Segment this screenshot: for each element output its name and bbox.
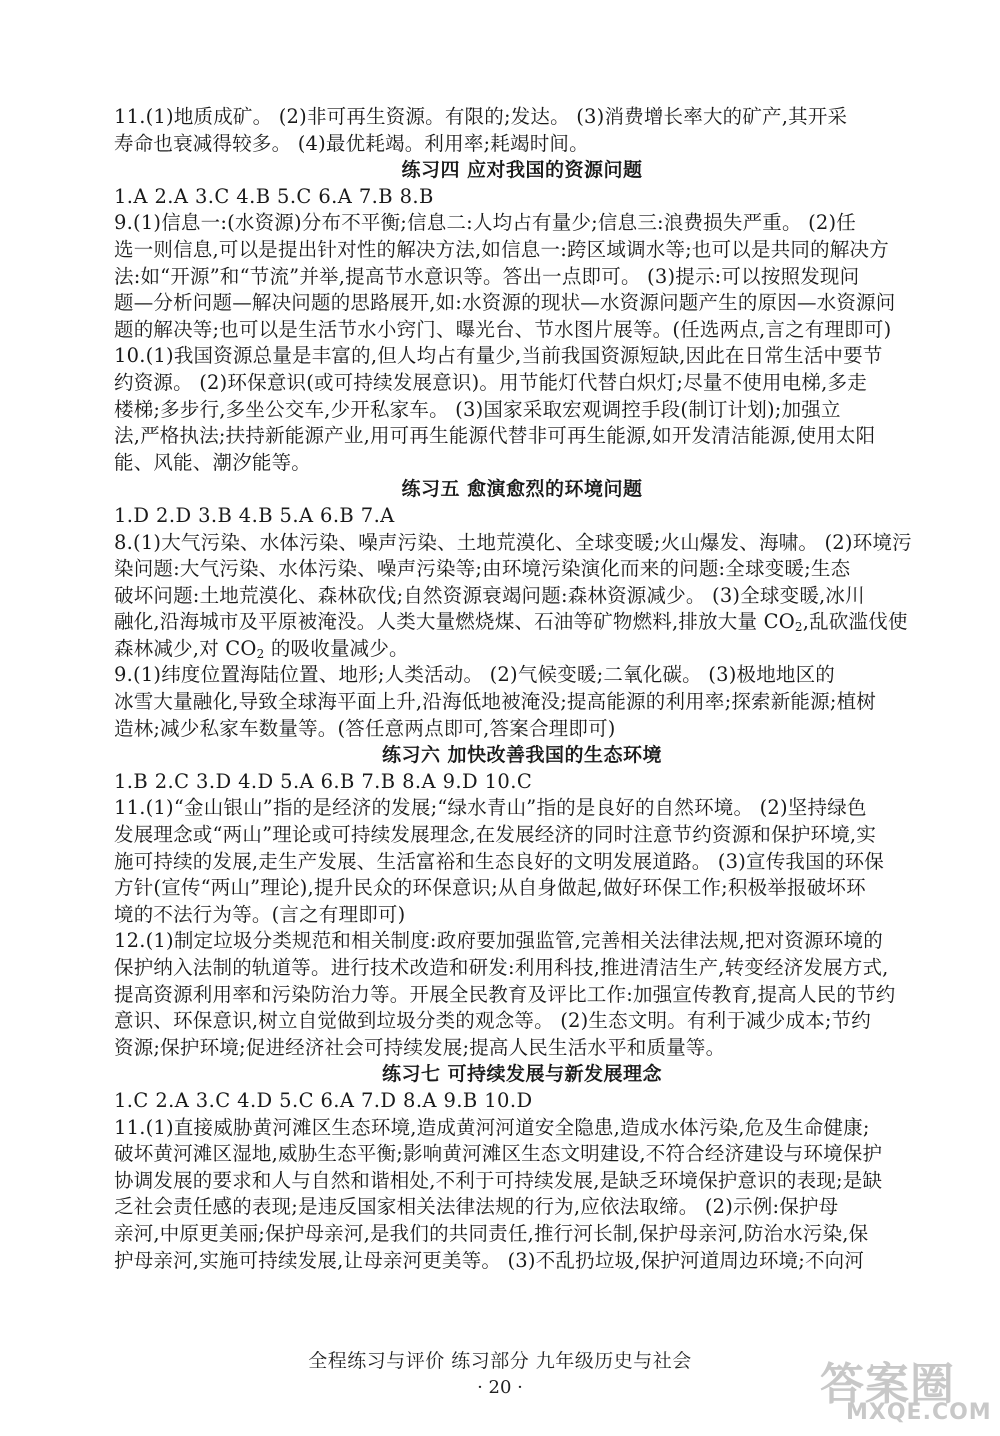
choice-answers: 1.D 2.D 3.B 4.B 5.A 6.B 7.A <box>114 503 395 527</box>
answer-line: 约资源。 (2)环保意识(或可持续发展意识)。用节能灯代替白炽灯;尽量不使用电梯,多走 <box>114 370 867 394</box>
answer-line <box>114 609 930 636</box>
answer-line: 11.(1)直接威胁黄河滩区生态环境,造成黄河河道安全隐患,造成水体污染,危及生命健康; <box>114 1115 870 1139</box>
answer-line: 提高资源利用率和污染防治力等。开展全民教育及评比工作:加强宣传教育,提高人民的节约 <box>114 982 896 1006</box>
watermark-url: MXQE.COM <box>846 1400 992 1425</box>
answer-line: 乏社会责任感的表现;是违反国家相关法律法规的行为,应依法取缔。 (2)示例:保护母 <box>114 1195 839 1219</box>
answer-line: 破坏问题:土地荒漠化、森林砍伐;自然资源衰竭问题:森林资源减少。 (3)全球变暖,冰川 <box>114 583 865 607</box>
section-title: 练习七 可持续发展与新发展理念 <box>381 1063 663 1086</box>
answer-line: 方针(宣传“两山”理论),提升民众的环保意识;从自身做起,做好环保工作;积极举报破坏环 <box>114 876 866 900</box>
answer-line: 施可持续的发展,走生产发展、生活富裕和生态良好的文明发展道路。 (3)宣传我国的环保 <box>114 849 884 873</box>
choice-answers: 1.B 2.C 3.D 4.D 5.A 6.B 7.B 8.A 9.D 10.C <box>114 769 533 793</box>
subscript: 2 <box>256 646 265 661</box>
answer-line: 9.(1)信息一:(水资源)分布不平衡;信息二:人均占有量少;信息三:浪费损失严重。 (2)任 <box>114 211 857 235</box>
answer-line: 寿命也衰减得较多。 (4)最优耗竭。利用率;耗竭时间。 <box>114 131 589 155</box>
answer-text: 森林减少,对 CO <box>114 636 257 660</box>
answer-line: 冰雪大量融化,导致全球海平面上升,沿海低地被淹没;提高能源的利用率;探索新能源;植树 <box>114 690 877 714</box>
section-title: 练习五 愈演愈烈的环境问题 <box>401 478 643 501</box>
answer-line: 题—分析问题—解决问题的思路展开,如:水资源的现状—水资源问题产生的原因—水资源问 <box>114 291 896 315</box>
answer-line: 能、风能、潮汐能等。 <box>114 450 312 474</box>
answer-line: 境的不法行为等。(言之有理即可) <box>114 902 406 926</box>
answer-line: 12.(1)制定垃圾分类规范和相关制度:政府要加强监管,完善相关法律法规,把对资源环境的 <box>114 929 883 953</box>
answer-content <box>114 104 930 1274</box>
answer-text: ,乱砍滥伐使 <box>802 610 908 634</box>
watermark-logo-text: 答案圈 <box>820 1359 955 1410</box>
answer-line: 11.(1)地质成矿。 (2)非可再生资源。有限的;发达。 (3)消费增长率大的矿产,其开采 <box>114 105 848 128</box>
answer-line: 染问题:大气污染、水体污染、噪声污染等;由环境污染演化而来的问题:全球变暖;生态 <box>114 557 851 581</box>
answer-line: 法,严格执法;扶持新能源产业,用可再生能源代替非可再生能源,如开发清洁能源,使用太阳 <box>114 424 876 448</box>
answer-line: 8.(1)大气污染、水体污染、噪声污染、土地荒漠化、全球变暖;火山爆发、海啸。 (2)环境污 <box>114 530 912 554</box>
answer-line: 保护纳入法制的轨道等。进行技术改造和研发:利用科技,推进清洁生产,转变经济发展方式, <box>114 956 889 979</box>
answer-line: 意识、环保意识,树立自觉做到垃圾分类的观念等。 (2)生态文明。有利于减少成本;节约 <box>114 1009 871 1033</box>
answer-text: 的吸收量减少。 <box>264 636 409 660</box>
section-title: 练习六 加快改善我国的生态环境 <box>381 744 663 767</box>
choice-answers: 1.A 2.A 3.C 4.B 5.C 6.A 7.B 8.B <box>114 184 434 208</box>
answer-line: 10.(1)我国资源总量是丰富的,但人均占有量少,当前我国资源短缺,因此在日常生活中要节 <box>114 344 883 368</box>
answer-line: 造林;减少私家车数量等。(答任意两点即可,答案合理即可) <box>114 716 616 740</box>
footer-book-title: 全程练习与评价 练习部分 九年级历史与社会 <box>308 1350 692 1372</box>
answer-line <box>114 636 930 663</box>
answer-line: 题的解决等;也可以是生活节水小窍门、曝光台、节水图片展等。(任选两点,言之有理即可) <box>114 317 892 341</box>
answer-text: 融化,沿海城市及平原被淹没。人类大量燃烧煤、石油等矿物燃料,排放大量 CO <box>114 610 795 634</box>
answer-line: 选一则信息,可以是提出针对性的解决方法,如信息一:跨区域调水等;也可以是共同的解决方 <box>114 237 889 261</box>
answer-line: 发展理念或“两山”理论或可持续发展理念,在发展经济的同时注意节约资源和保护环境,实 <box>114 823 877 847</box>
section-title: 练习四 应对我国的资源问题 <box>401 159 643 182</box>
choice-answers: 1.C 2.A 3.C 4.D 5.C 6.A 7.D 8.A 9.B 10.D <box>114 1088 533 1112</box>
answer-line: 11.(1)“金山银山”指的是经济的发展;“绿水青山”指的是良好的自然环境。 (2)坚持绿色 <box>114 796 867 820</box>
answer-line: 法:如“开源”和“节流”并举,提高节水意识等。答出一点即可。 (3)提示:可以按照发现问 <box>114 264 860 288</box>
page-number: · 20 · <box>477 1377 523 1398</box>
subscript: 2 <box>794 620 803 635</box>
answer-line: 亲河,中原更美丽;保护母亲河,是我们的共同责任,推行河长制,保护母亲河,防治水污染,保 <box>114 1221 869 1245</box>
answer-line: 破坏黄河滩区湿地,威胁生态平衡;影响黄河滩区生态文明建设,不符合经济建设与环境保护 <box>114 1142 883 1166</box>
answer-line: 资源;保护环境;促进经济社会可持续发展;提高人民生活水平和质量等。 <box>114 1035 726 1059</box>
answer-line: 楼梯;多步行,多坐公交车,少开私家车。 (3)国家采取宏观调控手段(制订计划);加强立 <box>114 397 841 421</box>
answer-line: 协调发展的要求和人与自然和谐相处,不利于可持续发展,是缺乏环境保护意识的表现;是缺 <box>114 1168 883 1192</box>
answer-line: 护母亲河,实施可持续发展,让母亲河更美等。 (3)不乱扔垃圾,保护河道周边环境;不向河 <box>114 1248 865 1272</box>
answer-line: 9.(1)纬度位置海陆位置、地形;人类活动。 (2)气候变暖;二氧化碳。 (3)极地地区的 <box>114 663 836 687</box>
watermark-logo <box>812 1348 994 1428</box>
